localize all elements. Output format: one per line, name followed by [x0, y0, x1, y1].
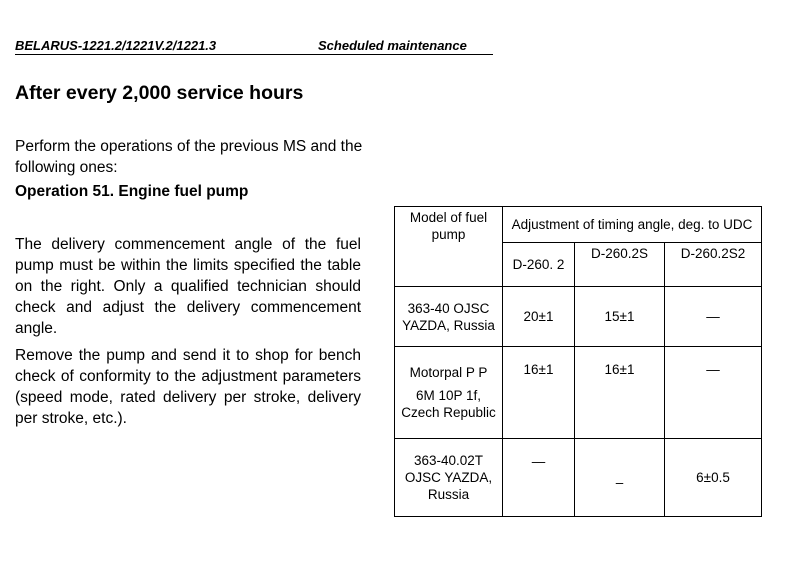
- row-model: [395, 347, 503, 439]
- row-model-line: Czech Republic: [401, 405, 496, 420]
- cell-value: 16±1: [503, 347, 575, 439]
- subcol-d260-2: D-260. 2: [503, 243, 575, 287]
- cell-value: 15±1: [575, 287, 665, 347]
- cell-value: —: [665, 347, 762, 439]
- paragraph-delivery-angle: The delivery commencement angle of the fuel pump must be within the limits specified the table on the right. Only a qualified technician should check and adjust the delivery commencement angle.: [15, 236, 361, 337]
- cell-value: —: [503, 439, 575, 517]
- paragraph-remove-pump: Remove the pump and send it to shop for bench check of conformity to the adjustment parameters (speed mode, rated delivery per stroke, delivery per stroke, etc.).: [15, 347, 361, 427]
- subcol-d260-2s: D-260.2S: [575, 243, 665, 287]
- subcol-d260-2s2: D-260.2S2: [665, 243, 762, 287]
- page-title: After every 2,000 service hours: [15, 82, 304, 104]
- table-row: [395, 347, 762, 439]
- fuel-pump-table: [394, 206, 762, 517]
- cell-value: 16±1: [575, 347, 665, 439]
- page-header: [15, 37, 493, 55]
- header-section: Scheduled maintenance: [318, 38, 467, 53]
- row-model-line: 6M 10P 1f,: [415, 388, 482, 403]
- cell-value: –: [575, 439, 665, 517]
- table-row: [395, 287, 762, 347]
- cell-value: 6±0.5: [665, 439, 762, 517]
- row-model-line: Motorpal P P: [409, 365, 488, 380]
- operation-title: Operation 51. Engine fuel pump: [15, 183, 249, 200]
- col-header-model: Model of fuel pump: [395, 207, 503, 287]
- col-header-adjustment: Adjustment of timing angle, deg. to UDC: [503, 207, 762, 243]
- row-model: 363-40 OJSC YAZDA, Russia: [395, 287, 503, 347]
- cell-value: 20±1: [503, 287, 575, 347]
- row-model: 363-40.02T OJSC YAZDA, Russia: [395, 439, 503, 517]
- header-model: BELARUS-1221.2/1221V.2/1221.3: [15, 38, 217, 53]
- intro-text: Perform the operations of the previous MS and the following ones:: [15, 138, 363, 176]
- table-row: [395, 439, 762, 517]
- cell-value: —: [665, 287, 762, 347]
